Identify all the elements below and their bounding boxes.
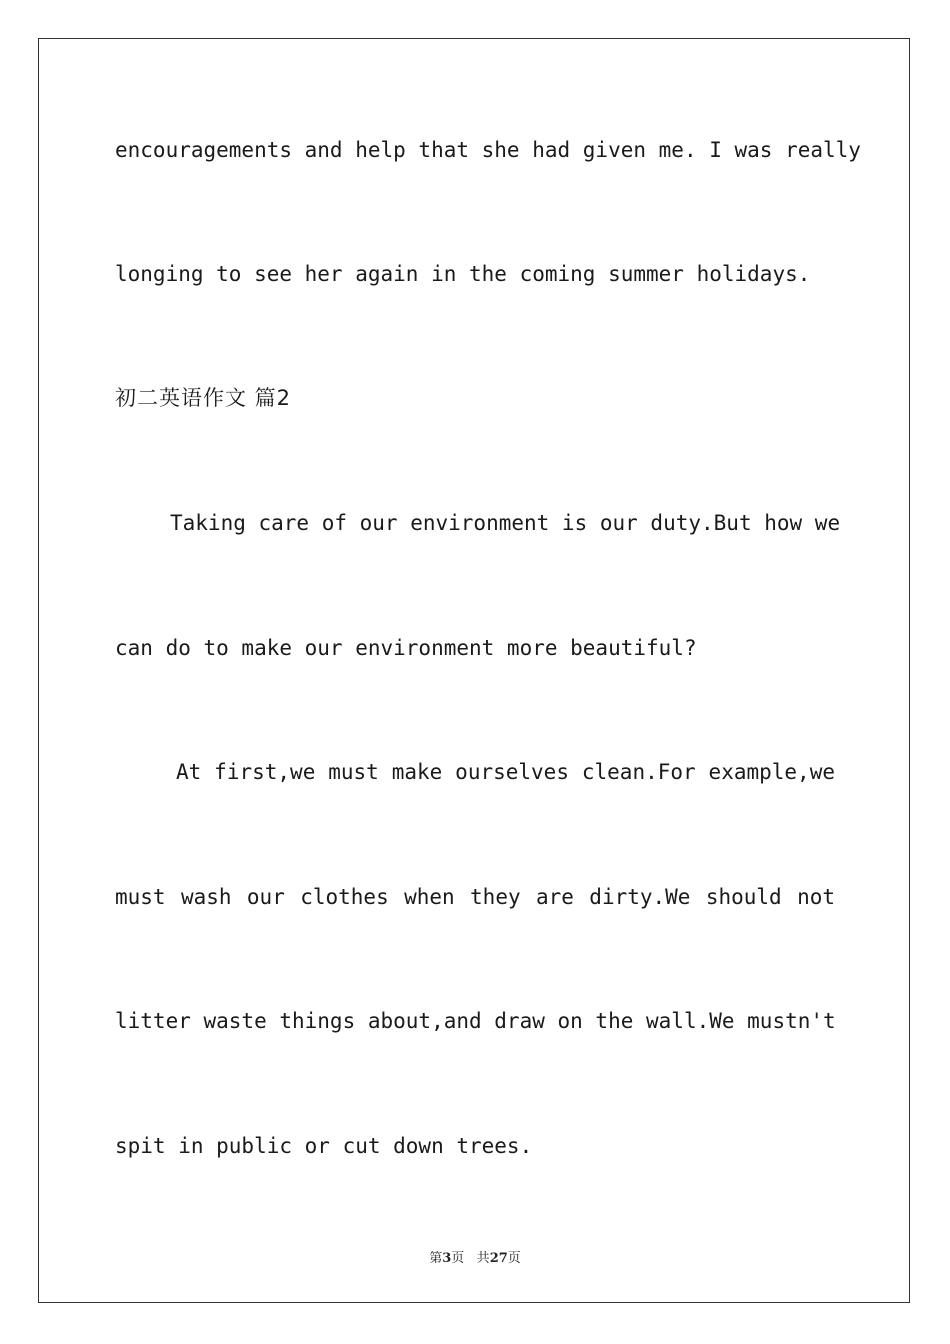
body-line-5: At first,we must make ourselves clean.For example,we: [176, 760, 835, 784]
body-line-8: spit in public or cut down trees.: [115, 1134, 533, 1158]
body-line-3: Taking care of our environment is our duty.But how we: [170, 511, 841, 535]
body-line-2: longing to see her again in the coming summer holidays.: [115, 262, 811, 286]
footer-total-prefix: 共: [476, 1251, 490, 1266]
footer-page-current: 3: [442, 1251, 452, 1266]
body-line-7: litter waste things about,and draw on the wall.We mustn't: [115, 1009, 836, 1033]
footer-page-prefix: 第: [429, 1251, 443, 1266]
footer-total-suffix: 页: [507, 1251, 521, 1266]
page-footer: [0, 1247, 950, 1266]
body-line-6: must wash our clothes when they are dirty.We should not: [115, 885, 835, 909]
section-heading: 初二英语作文 篇2: [115, 386, 292, 410]
body-line-1: encouragements and help that she had given me. I was really: [115, 138, 861, 162]
footer-page-total: 27: [489, 1251, 508, 1266]
body-line-4: can do to make our environment more beautiful?: [115, 636, 697, 660]
footer-page-suffix: 页: [451, 1251, 465, 1266]
page-frame: [38, 38, 910, 1303]
